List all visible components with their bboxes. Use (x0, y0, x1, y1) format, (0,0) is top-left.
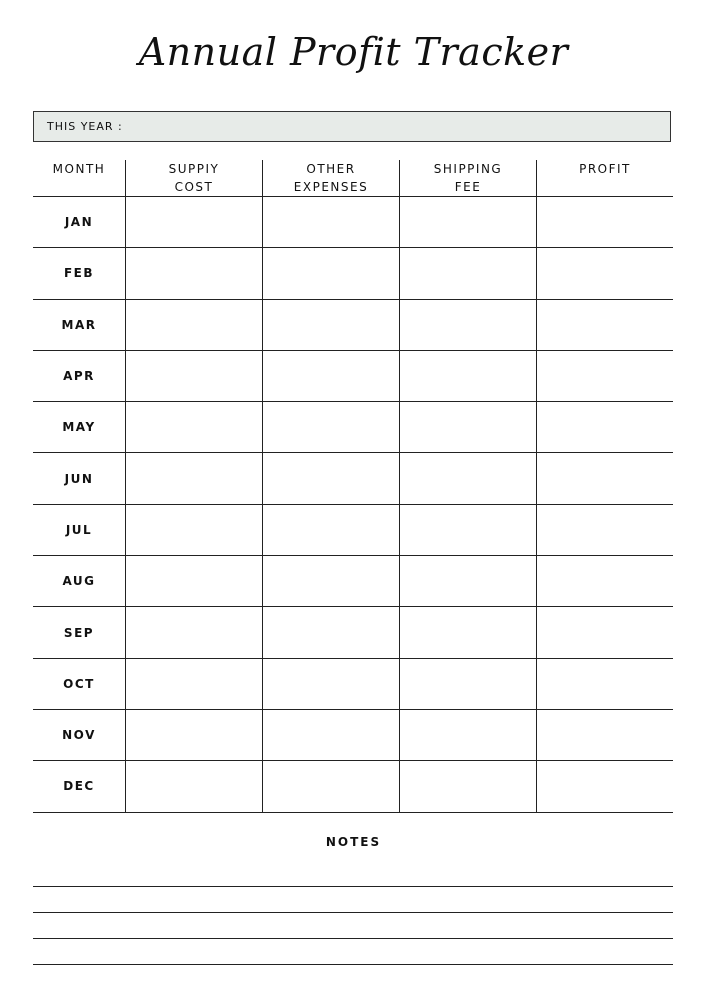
profit-cell[interactable] (536, 197, 673, 247)
other-expenses-cell[interactable] (262, 659, 399, 709)
other-expenses-cell[interactable] (262, 607, 399, 657)
table-row (33, 607, 673, 658)
table-body (33, 197, 673, 813)
shipping-fee-cell[interactable] (399, 710, 536, 760)
table-header (33, 160, 673, 197)
month-cell: JUL (65, 522, 93, 537)
other-expenses-cell[interactable] (262, 351, 399, 401)
profit-cell[interactable] (536, 351, 673, 401)
profit-cell[interactable] (536, 556, 673, 606)
header-profit: PROFIT (536, 160, 673, 196)
shipping-fee-cell[interactable] (399, 659, 536, 709)
profit-cell[interactable] (536, 300, 673, 350)
table-row (33, 761, 673, 812)
other-expenses-cell[interactable] (262, 761, 399, 811)
supply-cost-cell[interactable] (125, 402, 262, 452)
supply-cost-cell[interactable] (125, 505, 262, 555)
note-line[interactable] (33, 886, 673, 887)
month-cell: JAN (64, 215, 94, 230)
header-supply-cost: SUPPIY COST (125, 160, 262, 196)
profit-cell[interactable] (536, 402, 673, 452)
note-line[interactable] (33, 964, 673, 965)
month-cell: MAY (62, 420, 96, 435)
supply-cost-cell[interactable] (125, 453, 262, 503)
table-row (33, 659, 673, 710)
table-row (33, 402, 673, 453)
table-row (33, 453, 673, 504)
shipping-fee-cell[interactable] (399, 556, 536, 606)
profit-table (33, 160, 673, 813)
shipping-fee-cell[interactable] (399, 197, 536, 247)
month-cell: APR (63, 369, 95, 384)
table-row (33, 351, 673, 402)
note-line[interactable] (33, 938, 673, 939)
this-year-field[interactable] (33, 111, 671, 142)
shipping-fee-cell[interactable] (399, 248, 536, 298)
supply-cost-cell[interactable] (125, 659, 262, 709)
table-row (33, 505, 673, 556)
supply-cost-cell[interactable] (125, 248, 262, 298)
profit-cell[interactable] (536, 248, 673, 298)
other-expenses-cell[interactable] (262, 710, 399, 760)
shipping-fee-cell[interactable] (399, 402, 536, 452)
month-cell: JUN (64, 471, 94, 486)
supply-cost-cell[interactable] (125, 710, 262, 760)
table-row (33, 710, 673, 761)
month-cell: OCT (63, 676, 95, 691)
table-row (33, 197, 673, 248)
supply-cost-cell[interactable] (125, 607, 262, 657)
table-row (33, 300, 673, 351)
profit-cell[interactable] (536, 710, 673, 760)
page-title: Annual Profit Tracker (138, 30, 569, 74)
profit-cell[interactable] (536, 761, 673, 811)
profit-cell[interactable] (536, 453, 673, 503)
other-expenses-cell[interactable] (262, 402, 399, 452)
month-cell: FEB (63, 266, 95, 281)
profit-cell[interactable] (536, 607, 673, 657)
header-month: MONTH (52, 162, 106, 176)
shipping-fee-cell[interactable] (399, 453, 536, 503)
shipping-fee-cell[interactable] (399, 505, 536, 555)
shipping-fee-cell[interactable] (399, 351, 536, 401)
other-expenses-cell[interactable] (262, 248, 399, 298)
other-expenses-cell[interactable] (262, 300, 399, 350)
other-expenses-cell[interactable] (262, 197, 399, 247)
month-cell: MAR (61, 317, 97, 332)
supply-cost-cell[interactable] (125, 197, 262, 247)
this-year-label: THIS YEAR : (47, 120, 123, 133)
note-line[interactable] (33, 912, 673, 913)
table-row (33, 248, 673, 299)
other-expenses-cell[interactable] (262, 505, 399, 555)
header-shipping-fee: SHIPPING FEE (399, 160, 536, 196)
notes-title: NOTES (325, 835, 382, 849)
other-expenses-cell[interactable] (262, 453, 399, 503)
supply-cost-cell[interactable] (125, 761, 262, 811)
month-cell: SEP (63, 625, 95, 640)
other-expenses-cell[interactable] (262, 556, 399, 606)
supply-cost-cell[interactable] (125, 300, 262, 350)
profit-cell[interactable] (536, 505, 673, 555)
shipping-fee-cell[interactable] (399, 607, 536, 657)
shipping-fee-cell[interactable] (399, 300, 536, 350)
month-cell: AUG (62, 574, 96, 589)
month-cell: DEC (63, 779, 95, 794)
table-row (33, 556, 673, 607)
shipping-fee-cell[interactable] (399, 761, 536, 811)
month-cell: NOV (62, 728, 96, 743)
profit-cell[interactable] (536, 659, 673, 709)
header-other-expenses: OTHER EXPENSES (262, 160, 399, 196)
supply-cost-cell[interactable] (125, 556, 262, 606)
supply-cost-cell[interactable] (125, 351, 262, 401)
